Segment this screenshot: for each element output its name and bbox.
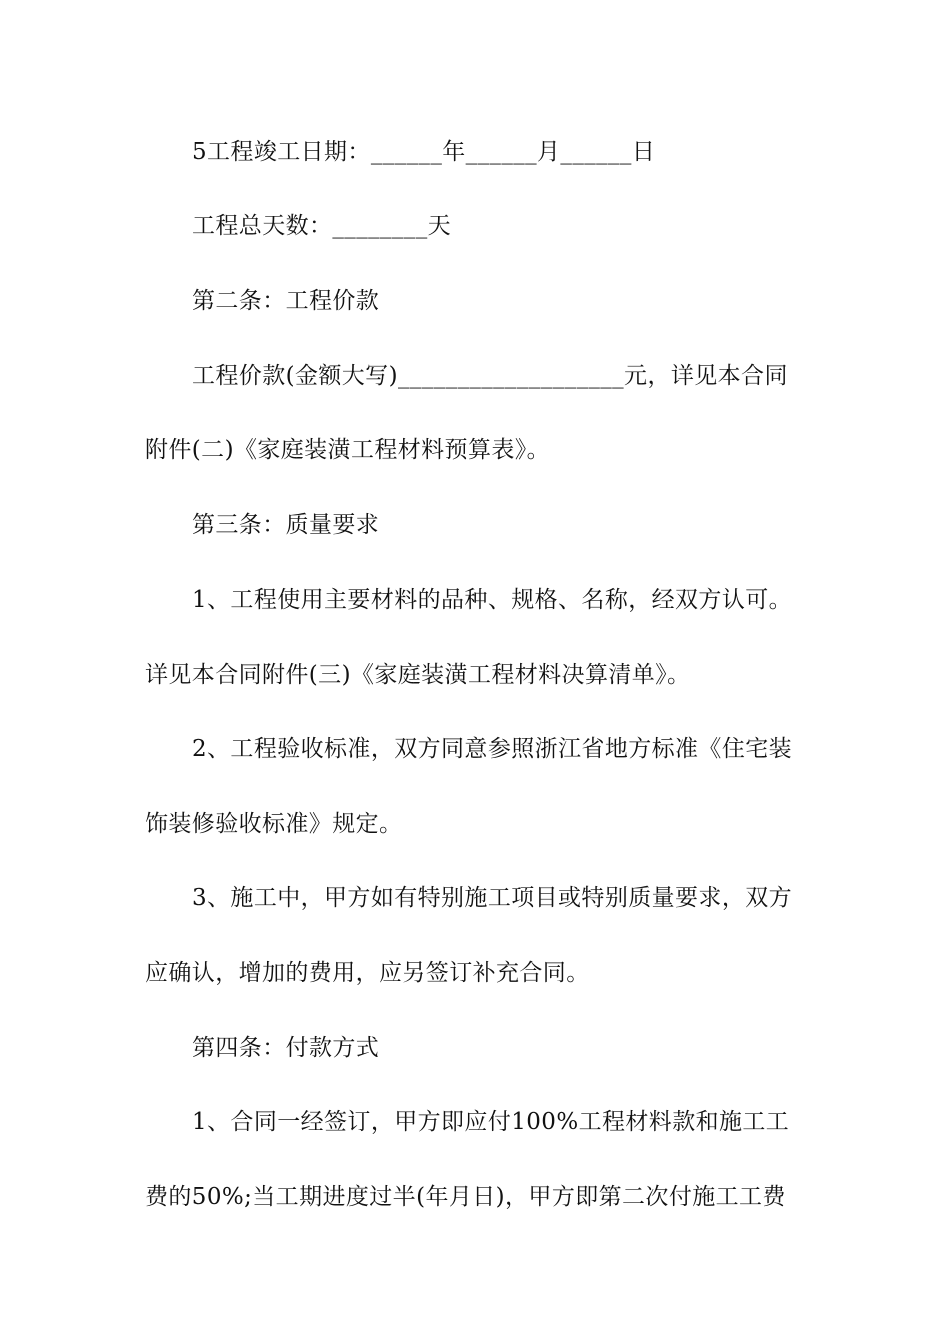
price-paragraph-line-1: 工程价款(金额大写)___________________元，详见本合同: [192, 363, 788, 389]
quality-item-2-line-1: 2、工程验收标准，双方同意参照浙江省地方标准《住宅装: [192, 736, 793, 762]
quality-item-3-line-1: 3、施工中，甲方如有特别施工项目或特别质量要求，双方: [192, 885, 793, 911]
quality-item-1-line-2: 详见本合同附件(三)《家庭装潢工程材料决算清单》。: [145, 662, 691, 688]
payment-item-1-line-1: 1、合同一经签订，甲方即应付100%工程材料款和施工工: [192, 1109, 790, 1135]
quality-item-2-line-2: 饰装修验收标准》规定。: [145, 811, 403, 837]
article-4-heading: 第四条：付款方式: [192, 1035, 380, 1061]
quality-item-3-line-2: 应确认，增加的费用，应另签订补充合同。: [145, 960, 590, 986]
payment-item-1-line-2: 费的50%;当工期进度过半(年月日)，甲方即第二次付施工工费: [145, 1184, 786, 1210]
price-paragraph-line-2: 附件(二)《家庭装潢工程材料预算表》。: [145, 437, 551, 463]
total-days-line: 工程总天数：________天: [192, 213, 451, 239]
article-2-heading: 第二条：工程价款: [192, 288, 380, 314]
article-3-heading: 第三条：质量要求: [192, 512, 380, 538]
quality-item-1-line-1: 1、工程使用主要材料的品种、规格、名称，经双方认可。: [192, 587, 793, 613]
completion-date-line: 5工程竣工日期：______年______月______日: [192, 139, 656, 165]
